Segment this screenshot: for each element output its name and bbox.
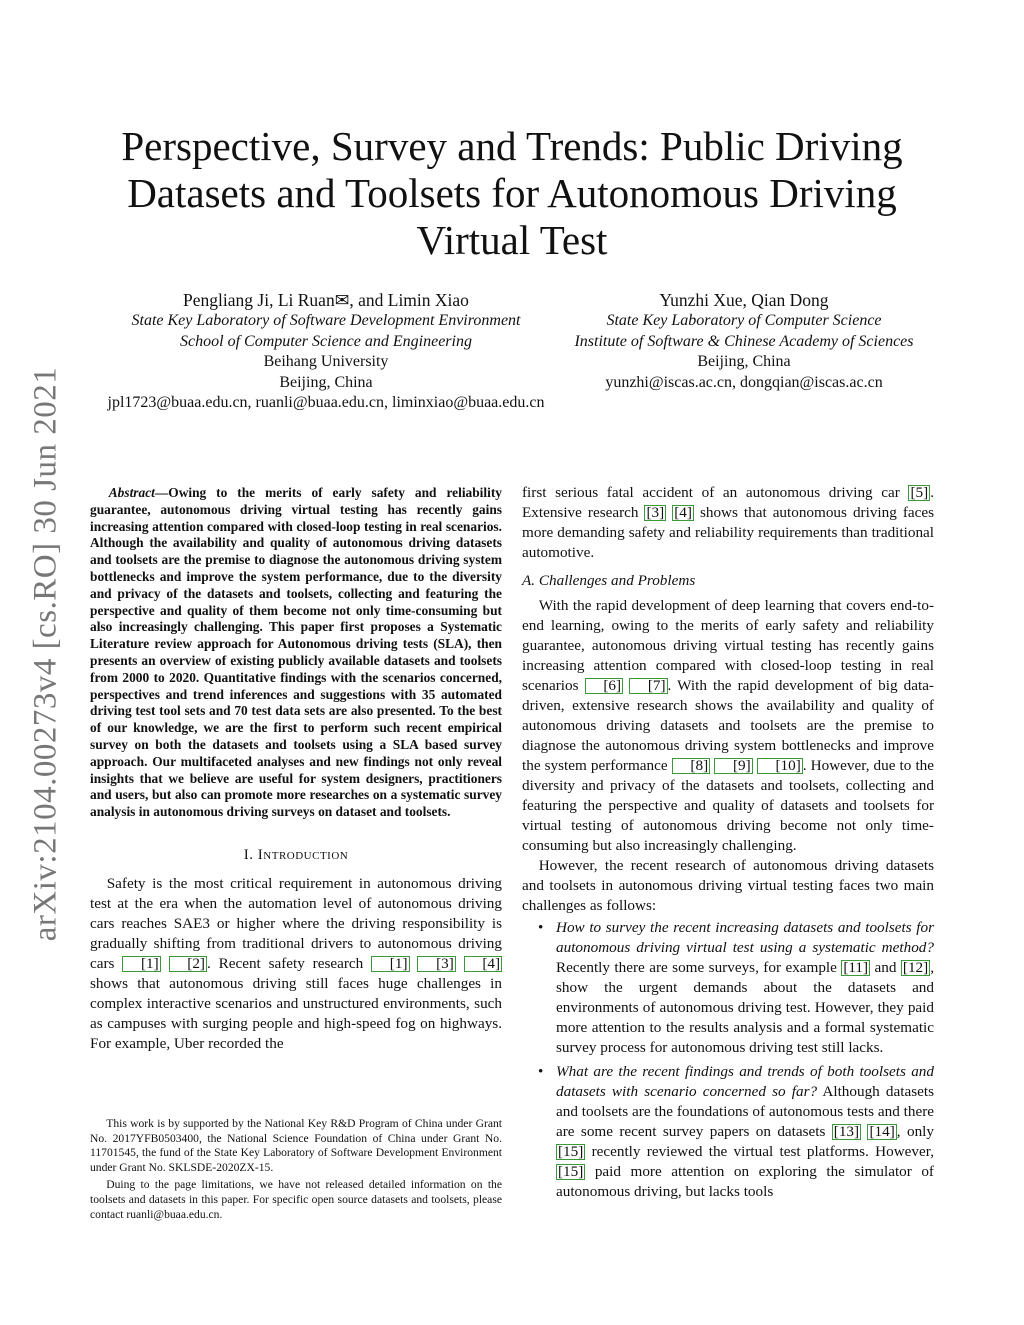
intro-paragraph-continued (522, 483, 934, 563)
text-run: shows that autonomous driving still faces huge challenges in complex interactive scenarios and unstructured environments, such as campuses with surging people and high-speed fog on highways. For example, Uber recorded the (90, 974, 502, 1052)
text-run: recently reviewed the virtual test platforms. However, (585, 1143, 934, 1160)
abstract (90, 485, 502, 821)
text-run: . However, due to the diversity and privacy of the datasets and toolsets, collecting and featuring the perspective and quality of datasets and toolsets for virtual testing of autonomous driving become not only time-consuming but also increasingly challenging. (522, 757, 935, 854)
abstract-lead: Abstract (108, 485, 155, 500)
affiliation-lab-left: State Key Laboratory of Software Development Environment (131, 312, 521, 329)
author-emails-left: jpl1723@buaa.edu.cn, ruanli@buaa.edu.cn, liminxiao@buaa.edu.cn (107, 394, 545, 411)
citation-link[interactable]: [4] (464, 956, 502, 972)
arxiv-identifier-text: arXiv:2104.00273v4 [cs.RO] 30 Jun 2021 (27, 366, 64, 942)
text-run: . With the rapid development of big data-driven, extensive research shows the availability and quality of autonomous driving datasets and toolsets are the premise to diagnose the autonomous driving system bottlenecks and improve the system performance (522, 677, 934, 774)
left-column (90, 485, 502, 1054)
author-block-right (554, 289, 934, 393)
affiliation-institute-right: Institute of Software & Chinese Academy of Sciences (574, 332, 914, 350)
citation-link[interactable]: [2] (169, 956, 207, 972)
affiliation-university-left: Beihang University (263, 353, 389, 370)
intro-paragraph (90, 874, 502, 1054)
citation-link[interactable]: [14] (869, 1123, 895, 1140)
challenges-list (522, 918, 934, 1202)
footnote-funding: This work is by supported by the National Key R&D Program of China under Grant No. 2017YFB0503400, the National Science Foundation of China under Grant No. 11701545, the fund of the State Key Laboratory of Software Development Environment under Grant No. SKLSDE-2020ZX-15. (90, 1117, 502, 1174)
challenges-paragraph (522, 596, 934, 856)
citation-link[interactable]: [3] (646, 504, 665, 521)
affiliation-school-left: School of Computer Science and Engineering (180, 332, 472, 350)
text-run: Although datasets and toolsets are the foundations of autonomous tests and there are some recent survey papers on datasets (556, 1083, 934, 1140)
abstract-text: —Owing to the merits of early safety and reliability guarantee, autonomous driving virtual testing has recently gains increasing attention compared with closed-loop testing in real scenarios. Although the availability and quality of autonomous driving datasets and toolsets are the premise to diagnose the autonomous driving system bottlenecks and improve the system performance, due to the diversity and privacy of the datasets and toolsets, collecting and featuring the perspective and quality of them become not only time-consuming but also increasingly challenging. This paper first proposes a Systematic Literature review approach for Autonomous driving tests (SLA), then presents an overview of existing publicly available datasets and toolsets from 2000 to 2020. Quantitative findings with the scenarios concerned, perspectives and trend inferences and suggestions with 35 automated driving test tool sets and 70 test data sets are also presented. To the best of our knowledge, we are the first to perform such recent empirical survey on both the datasets and toolsets using a SLA based survey approach. Our multifaceted analyses and new findings not only reveal insights that we believe are useful for system designers, practitioners and users, but also can promote more researches on a systematic survey analysis in autonomous driving surveys on dataset and toolsets. (90, 485, 502, 820)
affiliation-city-right: Beijing, China (697, 353, 791, 370)
text-run: and (870, 959, 901, 976)
footnote-contact: Duing to the page limitations, we have not released detailed information on the toolsets and datasets in this paper. For specific open source datasets and toolsets, please contact ruanli@buaa.edu.cn. (90, 1178, 502, 1221)
citation-link[interactable]: [3] (417, 956, 455, 972)
section-title: Introduction (257, 846, 349, 863)
citation-link[interactable]: [1] (371, 956, 409, 972)
text-run: , only (896, 1123, 934, 1140)
author-names-right: Yunzhi Xue, Qian Dong (659, 290, 829, 310)
text-run: paid more attention on exploring the simulator of autonomous driving, but lacks tools (556, 1163, 934, 1200)
citation-link[interactable]: [4] (674, 504, 692, 521)
affiliation-city-left: Beijing, China (279, 373, 373, 391)
author-emails-right: yunzhi@iscas.ac.cn, dongqian@iscas.ac.cn (605, 373, 883, 391)
citation-link[interactable]: [9] (714, 758, 752, 774)
citation-link[interactable]: [5] (910, 484, 929, 501)
bullet-question: What are the recent findings and trends of both toolsets and datasets with scenario concerned so far? (556, 1063, 934, 1100)
section-number: I. (243, 846, 254, 863)
subsection-heading: A. Challenges and Problems (522, 572, 696, 589)
list-item (522, 918, 934, 1058)
citation-link[interactable]: [15] (558, 1143, 584, 1160)
citation-link[interactable]: [8] (672, 758, 710, 774)
citation-link[interactable]: [7] (629, 678, 667, 694)
text-run: shows that autonomous driving faces more demanding safety and reliability requirements than traditional automotive. (522, 504, 935, 561)
arxiv-identifier (14, 362, 78, 946)
citation-link[interactable]: [13] (833, 1123, 860, 1140)
citation-link[interactable]: [12] (902, 959, 929, 976)
bullet-icon: • (538, 919, 544, 936)
text-run: . Recent safety research (206, 954, 372, 972)
right-column (522, 483, 934, 1206)
citation-link[interactable]: [10] (757, 758, 803, 774)
list-item (522, 1062, 934, 1202)
author-block-left (90, 289, 562, 414)
text-run: first serious fatal accident of an autonomous driving car (522, 484, 909, 501)
citation-link[interactable]: [1] (122, 956, 160, 972)
text-run: . Extensive research (522, 484, 934, 521)
bullet-icon: • (538, 1063, 544, 1080)
bullet-question: How to survey the recent increasing datasets and toolsets for autonomous driving virtual test using a systematic method? (556, 919, 934, 956)
author-names-left: Pengliang Ji, Li Ruan✉, and Limin Xiao (183, 290, 469, 310)
challenges-intro-paragraph: However, the recent research of autonomous driving datasets and toolsets in autonomous driving virtual testing faces two main challenges as follows: (522, 857, 934, 914)
footnotes (90, 1117, 502, 1225)
citation-link[interactable]: [11] (843, 959, 869, 976)
paper-title: Perspective, Survey and Trends: Public Driving Datasets and Toolsets for Autonomous Driving Virtual Test (121, 123, 903, 263)
section-heading-introduction (90, 847, 502, 864)
text-run: Recently there are some surveys, for example (556, 959, 842, 976)
text-run: Safety is the most critical requirement in autonomous driving test at the era when the automation level of autonomous driving cars reaches SAE3 or higher where the driving responsibility is gradually shifting from traditional drivers to autonomous driving cars (90, 874, 502, 972)
citation-link[interactable]: [6] (585, 678, 623, 694)
text-run: With the rapid development of deep learning that covers end-to-end learning, owing to the merits of early safety and reliability guarantee, autonomous driving virtual testing has recently gains increasing attention compared with closed-loop testing in real scenarios (522, 597, 934, 694)
citation-link[interactable]: [15] (558, 1163, 584, 1180)
affiliation-lab-right: State Key Laboratory of Computer Science (606, 312, 882, 329)
text-run: , show the urgent demands about the datasets and environments of autonomous driving test. However, they paid more attention to the results analysis and a formal systematic survey process for autonomous driving test still lacks. (556, 959, 935, 1056)
